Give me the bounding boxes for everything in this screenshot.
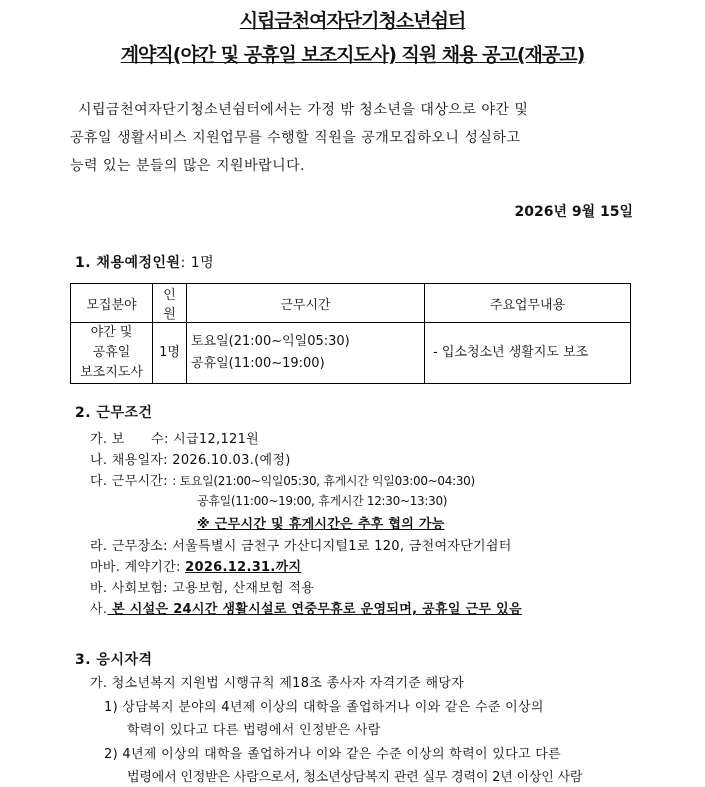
pay-row <box>90 428 259 447</box>
section-3-heading: 3. 응시자격 <box>75 652 153 668</box>
announcement-date: 2026년 9월 15일 <box>514 204 633 220</box>
insurance-value: : 고용보험, 산재보험 적용 <box>163 581 315 596</box>
start-date-label: 나. 채용일자 <box>90 453 164 468</box>
operation-note-value: 본 시설은 24시간 생활시설로 연중무휴로 운영되며, 공휴일 근무 있음 <box>107 602 522 617</box>
contract-period-value: 2026.12.31.까지 <box>185 560 302 575</box>
work-place-label: 라. 근무장소 <box>90 539 164 554</box>
intro-line: 능력 있는 분들의 많은 지원바랍니다. <box>70 158 306 174</box>
table-row <box>71 323 631 384</box>
contract-period-label: 마바. 계약기간: <box>90 560 181 575</box>
qualification-1-line2: 학력이 있다고 다른 법령에서 인정받은 사람 <box>127 723 381 738</box>
table-header-cell: 근무시간 <box>187 284 425 323</box>
table-header-cell: 모집분야 <box>71 284 153 323</box>
recruitment-table <box>70 283 631 384</box>
section-heading-value: : 1명 <box>180 255 215 271</box>
insurance-row <box>90 577 314 596</box>
document-title: 시립금천여자단기청소년쉼터 <box>239 10 466 32</box>
contract-period-row <box>90 556 301 575</box>
start-date-row <box>90 449 291 468</box>
table-header-cell: 주요업무내용 <box>425 284 631 323</box>
work-hours-note: ※ 근무시간 및 휴게시간은 추후 협의 가능 <box>197 517 445 532</box>
intro-line: 시립금천여자단기청소년쉼터에서는 가정 밖 청소년을 대상으로 야간 및 <box>78 102 529 118</box>
operation-note-row <box>90 598 522 617</box>
pay-value: : 시급12,121원 <box>164 432 260 447</box>
intro-paragraph <box>70 96 636 180</box>
table-header-row <box>71 284 631 323</box>
section-1-heading <box>75 252 214 272</box>
work-hours-label: 다. 근무시간: <box>90 474 168 489</box>
start-date-value: : 2026.10.03.(예정) <box>163 453 291 468</box>
table-header-cell: 인원 <box>153 284 187 323</box>
qualification-2-line2: 법령에서 인정받은 사람으로서, 청소년상담복지 관련 실무 경력이 2년 이상인 사람 <box>127 770 583 785</box>
hours-line: 토요일(21:00~익일05:30) <box>191 334 350 349</box>
table-cell-duty: - 입소청소년 생활지도 보조 <box>425 323 631 384</box>
work-place-row <box>90 535 512 554</box>
qualification-2-line1: 2) 4년제 이상의 대학을 졸업하거나 이와 같은 수준 이상의 학력이 있다고 다른 <box>104 747 562 762</box>
qualification-1-line1: 1) 상담복지 분야의 4년제 이상의 대학을 졸업하거나 이와 같은 수준 이상의 <box>104 700 544 715</box>
section-2-heading: 2. 근무조건 <box>75 405 153 421</box>
intro-line: 공휴일 생활서비스 지원업무를 수행할 직원을 공개모집하오니 성실하고 <box>70 130 521 146</box>
section-heading-text: 1. 채용예정인원 <box>75 255 181 271</box>
work-hours-holiday: 공휴일(11:00~19:00, 휴게시간 12:30~13:30) <box>197 494 448 508</box>
qualification-a: 가. 청소년복지 지원법 시행규칙 제18조 종사자 자격기준 해당자 <box>90 676 465 691</box>
table-cell-count: 1명 <box>153 323 187 384</box>
field-line: 야간 및 <box>90 325 133 340</box>
table-cell-hours <box>187 323 425 384</box>
hours-line: 공휴일(11:00~19:00) <box>191 356 325 371</box>
document-subtitle: 계약직(야간 및 공휴일 보조지도사) 직원 채용 공고(재공고) <box>120 44 585 66</box>
work-hours-line: : 토요일(21:00~익일05:30, 휴게시간 익일03:00~04:30) <box>172 474 475 488</box>
work-place-value: : 서울특별시 금천구 가산디지털1로 120, 금천여자단기쉼터 <box>163 539 512 554</box>
operation-note-label: 사. <box>90 602 108 617</box>
table-cell-field <box>71 323 153 384</box>
field-line: 보조지도사 <box>80 365 143 380</box>
pay-label: 가. 보 수 <box>90 432 165 447</box>
insurance-label: 바. 사회보험 <box>90 581 164 596</box>
work-hours-row <box>90 470 475 489</box>
field-line: 공휴일 <box>92 345 131 360</box>
